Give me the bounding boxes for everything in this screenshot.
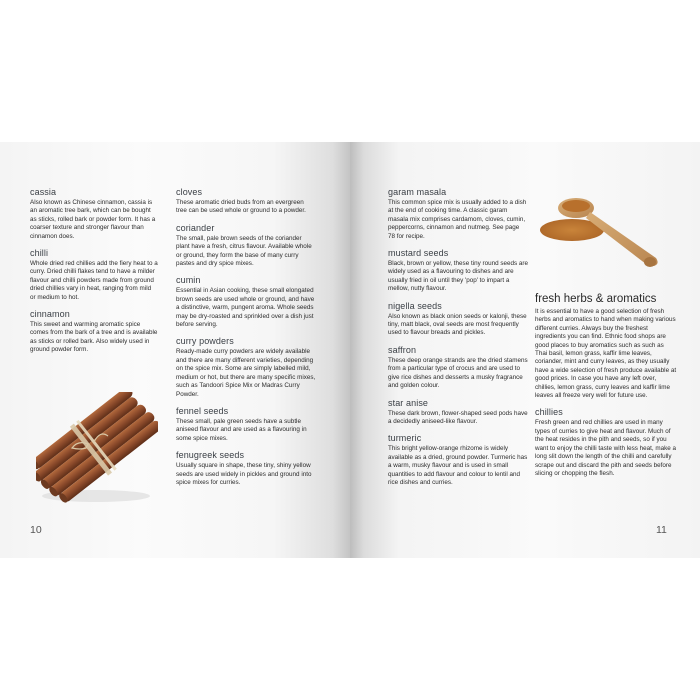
entry-cumin	[176, 275, 316, 329]
entry-text: These deep orange strands are the dried stamens from a particular type of crocus and are used to give rice dishes and desserts a musky fragrance and golden colour.	[388, 356, 528, 390]
entry-cloves	[176, 187, 316, 216]
entry-text: Ready-made curry powders are widely available and there are many different varieties, depending on the spice mix. Some are simply labelled mild, medium or hot, but there are many specific mixes, such as Tandoori Spice Mix or Madras Curry Powder.	[176, 348, 316, 398]
entry-title: cassia	[30, 187, 57, 197]
entry-title: garam masala	[388, 187, 447, 197]
section-intro-text: It is essential to have a good selection of fresh herbs and aromatics to hand when making various different curries. Always buy the freshest ingredients you can find. Ethnic food shops are good places to buy aromatics such as such as Thai basil, lemon grass, kaffir lime leaves, coriander, mint and curry leaves, as they usually have a wide selection of fresh produce available at good prices. In case you have any left over, chillies, lemon grass, curry leaves and kaffir lime leaves all freeze very well for future use.	[535, 308, 677, 400]
entry-text: These small, pale green seeds have a subtle aniseed flavour and are used as a flavouring in some spice mixes.	[176, 417, 307, 442]
entry-text: Also known as black onion seeds or kalonji, these tiny, matt black, oval seeds are most frequently used to flavour breads and pickles.	[388, 312, 527, 337]
entry-title: curry powders	[176, 336, 234, 347]
page-number-right: 11	[656, 524, 667, 536]
entry-title: mustard seeds	[388, 248, 449, 259]
entry-title: nigella seeds	[388, 300, 442, 311]
entry-mustard-seeds	[388, 248, 528, 294]
entry-curry-powders	[176, 336, 316, 398]
entry-cassia	[30, 187, 158, 241]
entry-star-anise	[388, 398, 528, 427]
entry-title: cinnamon	[30, 309, 70, 320]
entry-nigella-seeds	[388, 301, 528, 338]
entry-title: turmeric	[388, 433, 422, 444]
entry-text: Essential in Asian cooking, these small elongated brown seeds are used whole or ground, and have a distinctive, warm, pungent aroma. Whole seeds may be dry-roasted and sprinkled over a dish just before serving.	[176, 287, 315, 329]
entry-cinnamon	[30, 309, 158, 355]
spoon-ground-spice-photo	[538, 192, 663, 272]
entry-text: Black, brown or yellow, these tiny round seeds are widely used as a flavouring to dishes and are usually fried in oil until they 'pop' to impart a mellow, nutty flavour.	[388, 260, 529, 293]
entry-fennel-seeds	[176, 406, 316, 443]
entry-garam-masala	[388, 187, 528, 241]
entry-title: chilli	[30, 248, 49, 259]
left-column-2	[176, 187, 316, 494]
entry-text: The small, pale brown seeds of the coriander plant have a fresh, citrus flavour. Available whole or ground, they form the base of many curry pastes and dry spice mixes.	[176, 234, 312, 268]
entry-text: This bright yellow-orange rhizome is widely available as a dried, ground powder. Turmeric has a warm, musky flavour and is used in small quantities to add flavour and colour to lentil and rice dishes and curries.	[388, 445, 528, 486]
page-number-left: 10	[30, 524, 42, 536]
entry-turmeric	[388, 433, 528, 487]
entry-text: Whole dried red chillies add the fiery heat to a curry. Dried chilli flakes tend to have a milder flavour and chilli powders made from ground dried chillies vary in heat, ranging from mild or medium to hot.	[30, 260, 158, 301]
entry-title: saffron	[388, 344, 417, 355]
entry-chilli	[30, 248, 158, 302]
entry-text: This sweet and warming aromatic spice comes from the bark of a tree and is available as sticks or rolled bark. Also widely used in ground powder form.	[30, 321, 158, 354]
left-column-1	[30, 187, 158, 362]
entry-fenugreek-seeds	[176, 450, 316, 487]
entry-saffron	[388, 345, 528, 391]
entry-title: cumin	[176, 275, 201, 286]
entry-text: Usually square in shape, these tiny, shiny yellow seeds are used widely in pickles and ground into spice mixes for curries.	[176, 462, 312, 486]
entry-text: These aromatic dried buds from an evergreen tree can be used whole or ground to a powder.	[176, 199, 306, 215]
entry-text: This common spice mix is usually added to a dish at the end of cooking time. A classic garam masala mix comprises cardamom, cloves, cumin, peppercorns, cinnamon and nutmeg. See page 78 for recipe.	[388, 199, 527, 240]
entry-title: chillies	[535, 407, 563, 418]
entry-title: star anise	[388, 397, 429, 408]
entry-title: fennel seeds	[176, 405, 229, 416]
entry-chillies	[535, 407, 677, 478]
right-column-1	[388, 187, 528, 494]
right-column-2	[535, 292, 677, 485]
entry-text: Also known as Chinese cinnamon, cassia is an aromatic tree bark, which can be bought as sticks, rolled bark or powder form. It has a coarser texture and stronger flavour than cinnamon does.	[30, 199, 156, 240]
right-page	[350, 142, 700, 558]
entry-title: cloves	[176, 187, 203, 197]
cinnamon-sticks-photo	[36, 392, 158, 507]
entry-text: These dark brown, flower-shaped seed pods have a decidedly aniseed-like flavour.	[388, 409, 528, 425]
left-page	[0, 142, 350, 558]
section-heading: fresh herbs & aromatics	[535, 293, 657, 305]
entry-title: coriander	[176, 222, 215, 233]
section-intro	[535, 308, 677, 400]
entry-coriander	[176, 223, 316, 269]
entry-title: fenugreek seeds	[176, 450, 245, 461]
entry-text: Fresh green and red chillies are used in many types of curries to give heat and flavour. Much of the heat resides in the pith and seeds, so if you want to enjoy the chilli taste with less heat, make a long slit down the length of the chilli and carefully scrape out and discard the pith and seeds before slicing or chopping the flesh.	[535, 419, 677, 477]
